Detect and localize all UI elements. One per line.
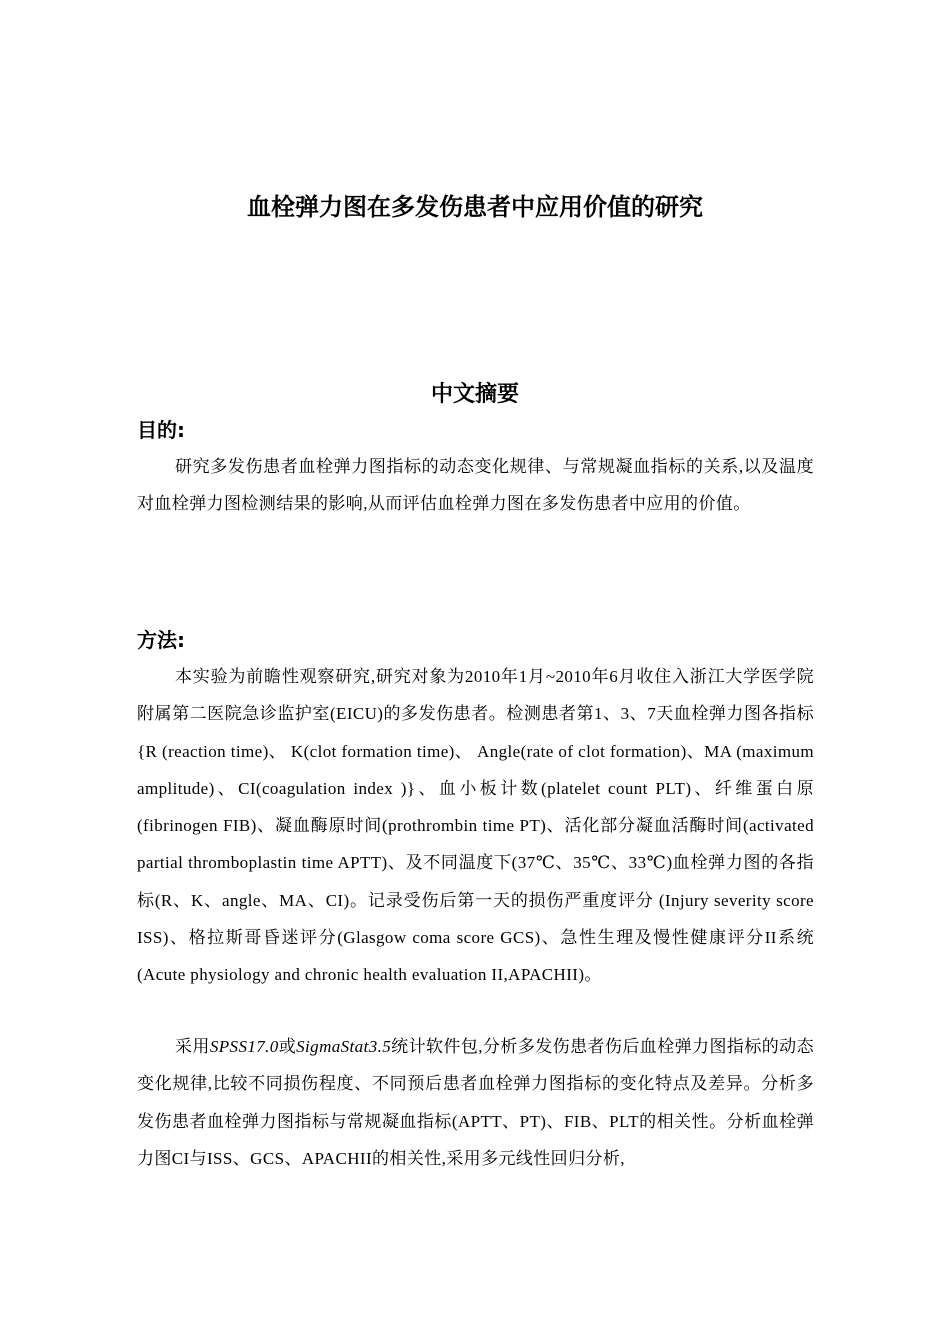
document-title: 血栓弹力图在多发伤患者中应用价值的研究	[247, 193, 703, 221]
section-heading-methods: 方法:	[137, 628, 185, 652]
methods-paragraph-2: 采用SPSS17.0或SigmaStat3.5统计软件包,分析多发伤患者伤后血栓弹力图指标的动态变化规律,比较不同损伤程度、不同预后患者血栓弹力图指标的变化特点及差异。分析多发伤患者血栓弹力图指标与常规凝血指标(APTT、PT)、FIB、PLT的相关性。分析血栓弹力图CI与ISS、GCS、APACHII的相关性,采用多元线性回归分析,	[137, 1037, 814, 1168]
methods-paragraph-1: 本实验为前瞻性观察研究,研究对象为2010年1月~2010年6月收住入浙江大学医学院附属第二医院急诊监护室(EICU)的多发伤患者。检测患者第1、3、7天血栓弹力图各指标{R (reaction time)、 K(clot formation time)、 Angle(rate of clot formation)、MA (maximum amplitude)、CI(coagulation index )}、血小板计数(platelet count PLT)、纤维蛋白原(fibrinogen FIB)、凝血酶原时间(prothrombin time PT)、活化部分凝血活酶时间(activated partial thromboplastin time APTT)、及不同温度下(37℃、35℃、33℃)血栓弹力图的各指标(R、K、angle、MA、CI)。记录受伤后第一天的损伤严重度评分 (Injury severity score ISS)、格拉斯哥昏迷评分(Glasgow coma score GCS)、急性生理及慢性健康评分II系统(Acute physiology and chronic health evaluation II,APACHII)。	[137, 667, 814, 985]
section-heading-objective: 目的:	[137, 418, 185, 442]
objective-paragraph: 研究多发伤患者血栓弹力图指标的动态变化规律、与常规凝血指标的关系,以及温度对血栓弹力图检测结果的影响,从而评估血栓弹力图在多发伤患者中应用的价值。	[137, 457, 814, 514]
abstract-heading: 中文摘要	[430, 382, 519, 407]
